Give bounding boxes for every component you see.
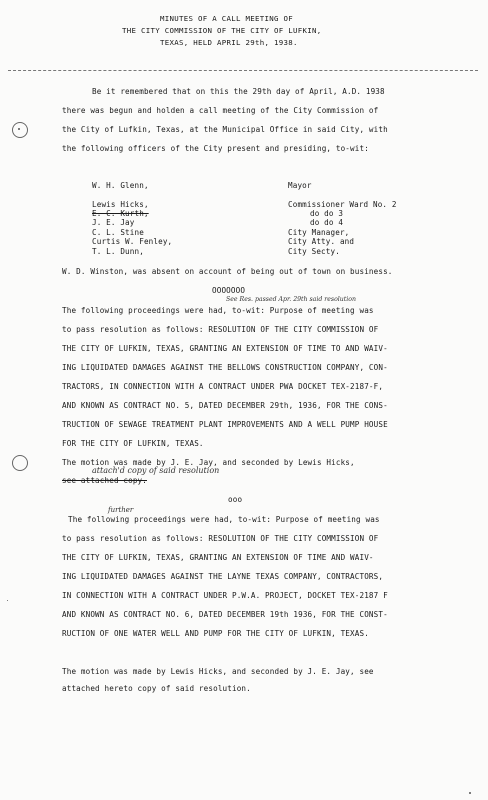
proceeding-line: ING LIQUIDATED DAMAGES AGAINST THE LAYNE TEXAS COMPANY, CONTRACTORS, [62, 572, 384, 581]
proceeding-line: The following proceedings were had, to-wit: Purpose of meeting was [68, 515, 380, 524]
intro-line: Be it remembered that on this the 29th day of April, A.D. 1938 [92, 87, 385, 96]
officer-title: City Secty. [288, 247, 340, 256]
officer-title: Commissioner Ward No. 2 [288, 200, 397, 209]
motion-line: attached hereto copy of said resolution. [62, 684, 251, 693]
speck [469, 792, 471, 794]
proceeding-line: to pass resolution as follows: RESOLUTION OF THE CITY COMMISSION OF [62, 325, 379, 334]
officer-name: T. L. Dunn, [92, 247, 144, 256]
motion-line: The motion was made by Lewis Hicks, and seconded by J. E. Jay, see [62, 667, 374, 676]
proceeding-line: FOR THE CITY OF LUFKIN, TEXAS. [62, 439, 204, 448]
speck [7, 600, 8, 601]
proceeding-line: THE CITY OF LUFKIN, TEXAS, GRANTING AN EXTENSION OF TIME AND WAIV- [62, 553, 374, 562]
proceeding-line: The following proceedings were had, to-wit: Purpose of meeting was [62, 306, 374, 315]
officer-title: do do 4 [310, 218, 344, 227]
proceeding-line: TRUCTION OF SEWAGE TREATMENT PLANT IMPROVEMENTS AND A WELL PUMP HOUSE [62, 420, 388, 429]
officer-title: City Manager, [288, 228, 350, 237]
officer-name: J. E. Jay [92, 218, 135, 227]
proceeding-line: AND KNOWN AS CONTRACT NO. 5, DATED DECEMBER 29th, 1936, FOR THE CONS- [62, 401, 388, 410]
officer-title: City Atty. and [288, 237, 355, 246]
proceeding-line: TRACTORS, IN CONNECTION WITH A CONTRACT UNDER PWA DOCKET TEX-2187-F, [62, 382, 384, 391]
officer-title: do do 3 [310, 209, 344, 218]
intro-line: the City of Lufkin, Texas, at the Municipal Office in said City, with [62, 125, 388, 134]
proceeding-line: AND KNOWN AS CONTRACT NO. 6, DATED DECEMBER 19th 1936, FOR THE CONST- [62, 610, 388, 619]
intro-line: the following officers of the City present and presiding, to-wit: [62, 144, 369, 153]
officer-name: Lewis Hicks, [92, 200, 149, 209]
header-line-3: TEXAS, HELD APRIL 29th, 1938. [160, 38, 298, 47]
handwritten-note: further [108, 506, 134, 514]
top-divider [8, 70, 478, 71]
officer-name: C. L. Stine [92, 228, 144, 237]
section-divider: ooo [228, 495, 243, 504]
intro-line: there was begun and holden a call meeting of the City Commission of [62, 106, 379, 115]
handwritten-note: See Res. passed Apr. 29th said resolution [226, 296, 356, 303]
officer-title: Mayor [288, 181, 312, 190]
handwritten-note: attach'd copy of said resolution [92, 466, 220, 475]
binder-hole-mark [12, 455, 28, 471]
motion-line: see attached copy. [62, 476, 147, 485]
proceeding-line: IN CONNECTION WITH A CONTRACT UNDER P.W.A. PROJECT, DOCKET TEX-2187 F [62, 591, 388, 600]
section-divider: OOOOOOO [212, 286, 246, 295]
officer-name: W. H. Glenn, [92, 181, 149, 190]
motion-line: The motion was made by J. E. Jay, and seconded by Lewis Hicks, [62, 458, 355, 467]
binder-hole-mark [12, 122, 28, 138]
header-line-1: MINUTES OF A CALL MEETING OF [160, 14, 293, 23]
proceeding-line: ING LIQUIDATED DAMAGES AGAINST THE BELLOWS CONSTRUCTION COMPANY, CON- [62, 363, 388, 372]
proceeding-line: RUCTION OF ONE WATER WELL AND PUMP FOR THE CITY OF LUFKIN, TEXAS. [62, 629, 369, 638]
header-line-2: THE CITY COMMISSION OF THE CITY OF LUFKIN, [122, 26, 322, 35]
proceeding-line: to pass resolution as follows: RESOLUTION OF THE CITY COMMISSION OF [62, 534, 379, 543]
absent-line: W. D. Winston, was absent on account of being out of town on business. [62, 267, 393, 276]
speck [18, 128, 20, 130]
officer-name: E. C. Kurth, [92, 209, 149, 218]
officer-name: Curtis W. Fenley, [92, 237, 173, 246]
proceeding-line: THE CITY OF LUFKIN, TEXAS, GRANTING AN EXTENSION OF TIME TO AND WAIV- [62, 344, 388, 353]
